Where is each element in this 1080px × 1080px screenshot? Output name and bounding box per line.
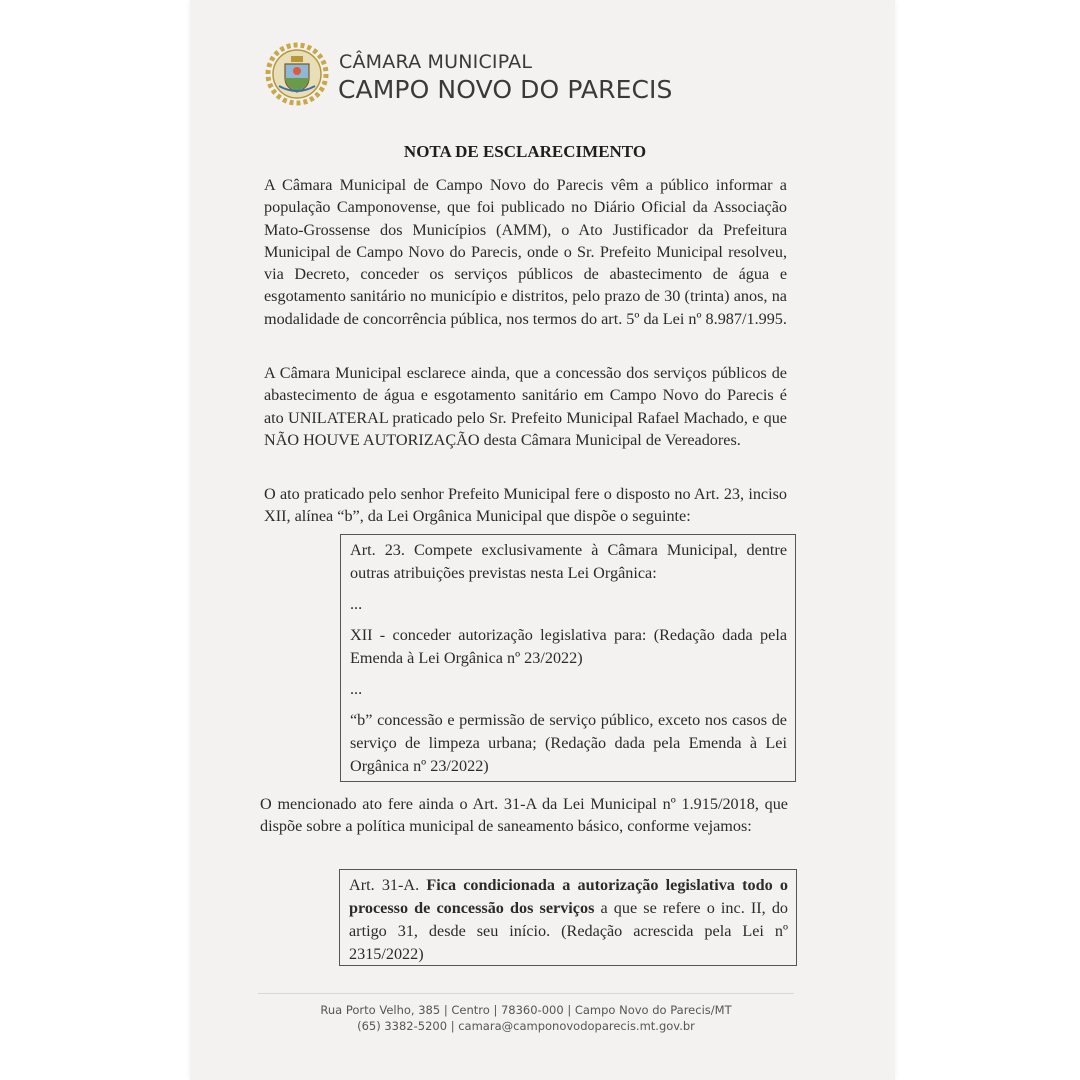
paragraph-legal-basis: O ato praticado pelo senhor Prefeito Municipal fere o disposto no Art. 23, inciso XII, alínea “b”, da Lei Orgânica Municipal que dispõe o seguinte: (264, 485, 787, 526)
quote-article-31a-prefix: Art. 31-A. (349, 876, 420, 894)
quote-alinea-b: “b” concessão e permissão de serviço público, exceto nos casos de serviço de limpeza urbana; (Redação dada pela Emenda à Lei Orgânica nº 23/2022) (350, 711, 787, 775)
paragraph-municipal-law: O mencionado ato fere ainda o Art. 31-A da Lei Municipal nº 1.915/2018, que dispõe sobre a política municipal de saneamento básico, conforme vejamos: (260, 795, 788, 836)
quote-article-31a-bold: Fica condicionada a autorização legislativa todo o processo de concessão dos serviços (349, 876, 788, 917)
quote-ellipsis: ... (350, 680, 363, 698)
coat-of-arms-icon (265, 42, 329, 106)
org-name-line1: CÂMARA MUNICIPAL (339, 51, 533, 73)
org-name-line2: CAMPO NOVO DO PARECIS (338, 75, 673, 104)
footer-address: Rua Porto Velho, 385 | Centro | 78360-000 | Campo Novo do Parecis/MT (320, 1003, 732, 1017)
quote-box-article-23 (340, 534, 796, 782)
quote-article-23-text: Art. 23. Compete exclusivamente à Câmara Municipal, dentre outras atribuições previstas nesta Lei Orgânica: (350, 541, 787, 582)
footer-contact: (65) 3382-5200 | camara@camponovodoparecis.mt.gov.br (357, 1019, 695, 1033)
quote-box-article-31a (339, 869, 797, 966)
paragraph-intro: A Câmara Municipal de Campo Novo do Parecis vêm a público informar a população Camponovense, que foi publicado no Diário Oficial da Associação Mato-Grossense dos Municípios (AMM), o Ato Justificador da Prefeitura Municipal de Campo Novo do Parecis, onde o Sr. Prefeito Municipal resolveu, via Decreto, conceder os serviços públicos de abastecimento de água e esgotamento sanitário no município e distritos, pelo prazo de 30 (trinta) anos, na modalidade de concorrência pública, nos termos do art. 5º da Lei nº 8.987/1.995. (264, 176, 787, 328)
footer-divider (258, 993, 794, 994)
paragraph-clarification: A Câmara Municipal esclarece ainda, que a concessão dos serviços públicos de abastecimento de água e esgotamento sanitário em Campo Novo do Parecis é ato UNILATERAL praticado pelo Sr. Prefeito Municipal Rafael Machado, e que NÃO HOUVE AUTORIZAÇÃO desta Câmara Municipal de Vereadores. (264, 364, 787, 449)
quote-article-31a-text (349, 874, 788, 966)
quote-article-31a-suffix: a que se refere o inc. II, do artigo 31, desde seu início. (Redação acrescida pela Lei nº 2315/2022) (349, 899, 789, 963)
quote-inciso-xii: XII - conceder autorização legislativa para: (Redação dada pela Emenda à Lei Orgânica nº 23/2022) (350, 626, 787, 667)
document-title: NOTA DE ESCLARECIMENTO (403, 142, 647, 161)
quote-ellipsis: ... (350, 595, 363, 613)
